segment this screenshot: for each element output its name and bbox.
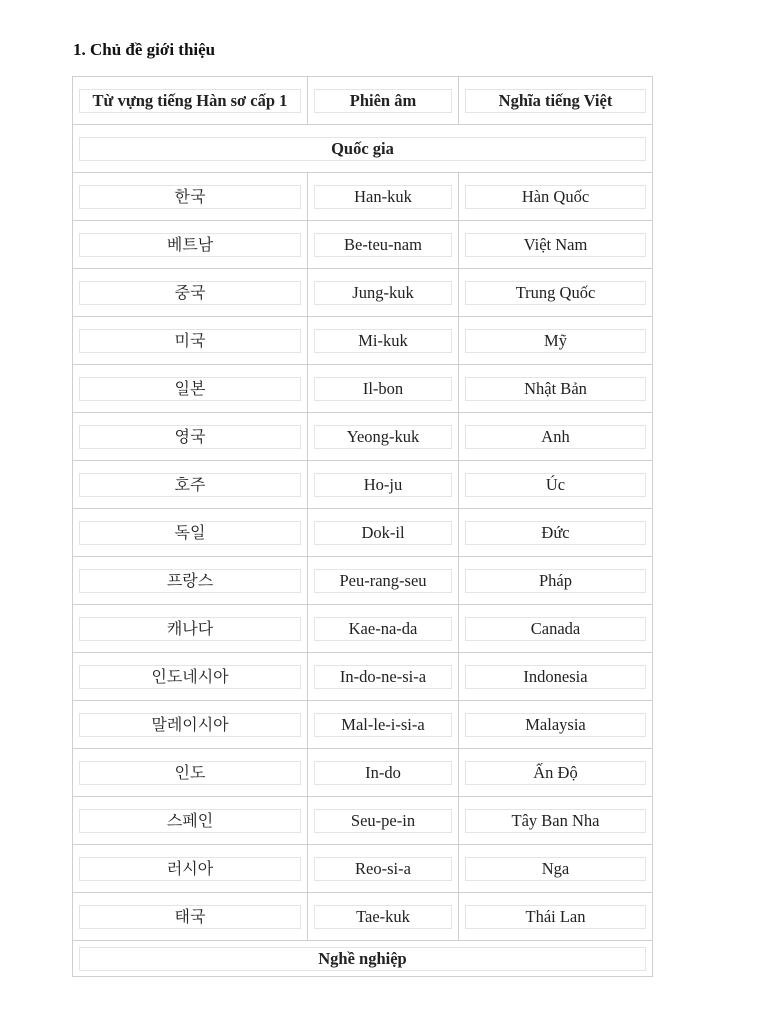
vietnamese-meaning-cell [459, 461, 653, 509]
korean-word: 캐나다 [79, 617, 301, 641]
pronunciation: Han-kuk [314, 185, 452, 209]
header-cell-meaning [459, 77, 653, 125]
korean-word-cell [73, 365, 308, 413]
korean-word-cell [73, 797, 308, 845]
vietnamese-meaning: Pháp [465, 569, 646, 593]
pronunciation: Il-bon [314, 377, 452, 401]
vietnamese-meaning: Việt Nam [465, 233, 646, 257]
vietnamese-meaning-cell [459, 653, 653, 701]
vietnamese-meaning-cell [459, 701, 653, 749]
pronunciation: Kae-na-da [314, 617, 452, 641]
korean-word: 인도네시아 [79, 665, 301, 689]
korean-word-cell [73, 893, 308, 941]
header-cell-pronunciation [308, 77, 459, 125]
header-meaning-label: Nghĩa tiếng Việt [465, 89, 646, 113]
vietnamese-meaning-cell [459, 221, 653, 269]
vietnamese-meaning-cell [459, 173, 653, 221]
vietnamese-meaning-cell [459, 605, 653, 653]
section-label: Nghề nghiệp [79, 947, 646, 971]
header-pronunciation-label: Phiên âm [314, 89, 452, 113]
korean-word: 러시아 [79, 857, 301, 881]
vietnamese-meaning: Hàn Quốc [465, 185, 646, 209]
pronunciation: Tae-kuk [314, 905, 452, 929]
vocabulary-table [72, 76, 653, 977]
pronunciation-cell [308, 605, 459, 653]
pronunciation: Be-teu-nam [314, 233, 452, 257]
vietnamese-meaning-cell [459, 749, 653, 797]
vietnamese-meaning-cell [459, 365, 653, 413]
korean-word: 태국 [79, 905, 301, 929]
vietnamese-meaning: Thái Lan [465, 905, 646, 929]
section-row-countries [73, 125, 653, 173]
korean-word: 베트남 [79, 233, 301, 257]
table-row [73, 461, 653, 509]
korean-word: 미국 [79, 329, 301, 353]
section-label: Quốc gia [79, 137, 646, 161]
pronunciation-cell [308, 557, 459, 605]
korean-word: 영국 [79, 425, 301, 449]
korean-word-cell [73, 461, 308, 509]
vietnamese-meaning: Malaysia [465, 713, 646, 737]
vietnamese-meaning-cell [459, 797, 653, 845]
pronunciation-cell [308, 845, 459, 893]
vietnamese-meaning: Mỹ [465, 329, 646, 353]
vietnamese-meaning: Anh [465, 425, 646, 449]
vietnamese-meaning: Đức [465, 521, 646, 545]
table-row [73, 269, 653, 317]
section-heading: 1. Chủ đề giới thiệu [73, 40, 216, 59]
korean-word: 독일 [79, 521, 301, 545]
table-row [73, 701, 653, 749]
section-row-occupations [73, 941, 653, 977]
vietnamese-meaning: Ấn Độ [465, 761, 646, 785]
korean-word: 일본 [79, 377, 301, 401]
table-row [73, 173, 653, 221]
table-row [73, 605, 653, 653]
pronunciation-cell [308, 893, 459, 941]
table-row [73, 893, 653, 941]
pronunciation-cell [308, 365, 459, 413]
korean-word-cell [73, 221, 308, 269]
vietnamese-meaning: Indonesia [465, 665, 646, 689]
pronunciation-cell [308, 461, 459, 509]
pronunciation: Yeong-kuk [314, 425, 452, 449]
korean-word-cell [73, 653, 308, 701]
table-row [73, 653, 653, 701]
korean-word-cell [73, 557, 308, 605]
korean-word-cell [73, 701, 308, 749]
pronunciation: Mi-kuk [314, 329, 452, 353]
korean-word-cell [73, 509, 308, 557]
pronunciation-cell [308, 797, 459, 845]
header-korean-label: Từ vựng tiếng Hàn sơ cấp 1 [79, 89, 301, 113]
pronunciation: Dok-il [314, 521, 452, 545]
vietnamese-meaning: Nga [465, 857, 646, 881]
pronunciation: Jung-kuk [314, 281, 452, 305]
pronunciation-cell [308, 413, 459, 461]
pronunciation-cell [308, 749, 459, 797]
pronunciation: Reo-si-a [314, 857, 452, 881]
table-row [73, 509, 653, 557]
pronunciation-cell [308, 701, 459, 749]
table-row [73, 749, 653, 797]
table-row [73, 845, 653, 893]
korean-word-cell [73, 413, 308, 461]
vietnamese-meaning-cell [459, 269, 653, 317]
vietnamese-meaning-cell [459, 557, 653, 605]
pronunciation-cell [308, 173, 459, 221]
korean-word-cell [73, 749, 308, 797]
vietnamese-meaning-cell [459, 893, 653, 941]
korean-word: 중국 [79, 281, 301, 305]
table-row [73, 797, 653, 845]
vietnamese-meaning-cell [459, 317, 653, 365]
korean-word: 호주 [79, 473, 301, 497]
vietnamese-meaning: Tây Ban Nha [465, 809, 646, 833]
table-row [73, 413, 653, 461]
vietnamese-meaning: Canada [465, 617, 646, 641]
table-row [73, 557, 653, 605]
vietnamese-meaning-cell [459, 413, 653, 461]
pronunciation-cell [308, 509, 459, 557]
section-cell [73, 125, 653, 173]
korean-word: 프랑스 [79, 569, 301, 593]
vietnamese-meaning: Trung Quốc [465, 281, 646, 305]
vietnamese-meaning: Úc [465, 473, 646, 497]
korean-word: 스페인 [79, 809, 301, 833]
table-header-row [73, 77, 653, 125]
header-cell-korean [73, 77, 308, 125]
vietnamese-meaning: Nhật Bản [465, 377, 646, 401]
pronunciation: Seu-pe-in [314, 809, 452, 833]
korean-word-cell [73, 845, 308, 893]
pronunciation: Peu-rang-seu [314, 569, 452, 593]
korean-word-cell [73, 317, 308, 365]
section-cell [73, 941, 653, 977]
pronunciation: Mal-le-i-si-a [314, 713, 452, 737]
pronunciation: Ho-ju [314, 473, 452, 497]
pronunciation-cell [308, 221, 459, 269]
pronunciation-cell [308, 269, 459, 317]
pronunciation: In-do [314, 761, 452, 785]
korean-word: 인도 [79, 761, 301, 785]
vietnamese-meaning-cell [459, 509, 653, 557]
pronunciation: In-do-ne-si-a [314, 665, 452, 689]
table-row [73, 221, 653, 269]
korean-word-cell [73, 269, 308, 317]
table-row [73, 317, 653, 365]
pronunciation-cell [308, 317, 459, 365]
pronunciation-cell [308, 653, 459, 701]
korean-word: 한국 [79, 185, 301, 209]
table-row [73, 365, 653, 413]
korean-word: 말레이시아 [79, 713, 301, 737]
korean-word-cell [73, 605, 308, 653]
korean-word-cell [73, 173, 308, 221]
vietnamese-meaning-cell [459, 845, 653, 893]
